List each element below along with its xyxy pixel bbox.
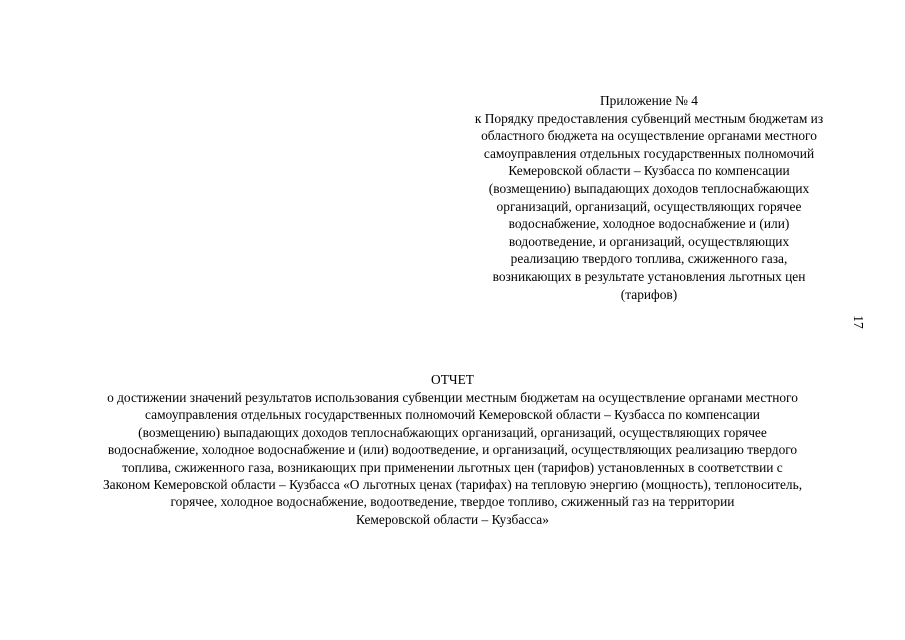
- report-line: водоснабжение, холодное водоснабжение и (или) водоотведение, и организаций, осуществляющих реализацию твердого: [107, 442, 798, 458]
- appendix-line: областного бюджета на осуществление органами местного: [481, 128, 817, 144]
- appendix-line: (тарифов): [620, 286, 678, 302]
- appendix-line: водоснабжение, холодное водоснабжение и (или): [508, 216, 790, 232]
- report-line: самоуправления отдельных государственных полномочий Кемеровской области – Кузбасса по компенсации: [145, 407, 760, 423]
- page-number: 17: [851, 315, 866, 329]
- appendix-line: возникающих в результате установления льготных цен: [492, 268, 806, 284]
- report-title: ОТЧЕТ: [431, 372, 474, 387]
- appendix-line: (возмещению) выпадающих доходов теплоснабжающих: [488, 180, 810, 196]
- report-line: Кемеровской области – Кузбасса»: [356, 511, 549, 527]
- appendix-line: самоуправления отдельных государственных полномочий: [483, 145, 815, 161]
- report-line: (возмещению) выпадающих доходов теплоснабжающих организаций, организаций, осуществляющих горячее: [138, 424, 767, 440]
- report-line: о достижении значений результатов использования субвенции местным бюджетам на осуществление органами местного: [107, 390, 798, 405]
- appendix-line: к Порядку предоставления субвенций местным бюджетам из: [474, 110, 824, 126]
- report-line: Законом Кемеровской области – Кузбасса «О льготных ценах (тарифах) на тепловую энергию (мощность), теплоноситель,: [102, 477, 803, 493]
- appendix-title: Приложение № 4: [599, 93, 699, 108]
- appendix-line: реализацию твердого топлива, сжиженного газа,: [510, 251, 788, 267]
- appendix-line: Кемеровской области – Кузбасса по компенсации: [508, 163, 790, 179]
- appendix-line: организаций, организаций, осуществляющих горячее: [496, 198, 802, 214]
- appendix-header: [440, 92, 858, 303]
- report-line: горячее, холодное водоснабжение, водоотведение, твердое топливо, сжиженный газ на территории: [170, 494, 735, 510]
- appendix-line: водоотведение, и организаций, осуществляющих: [508, 233, 790, 249]
- report-description: [20, 389, 885, 528]
- report-line: топлива, сжиженного газа, возникающих при применении льготных цен (тарифов) установленных в соответствии с: [122, 459, 783, 475]
